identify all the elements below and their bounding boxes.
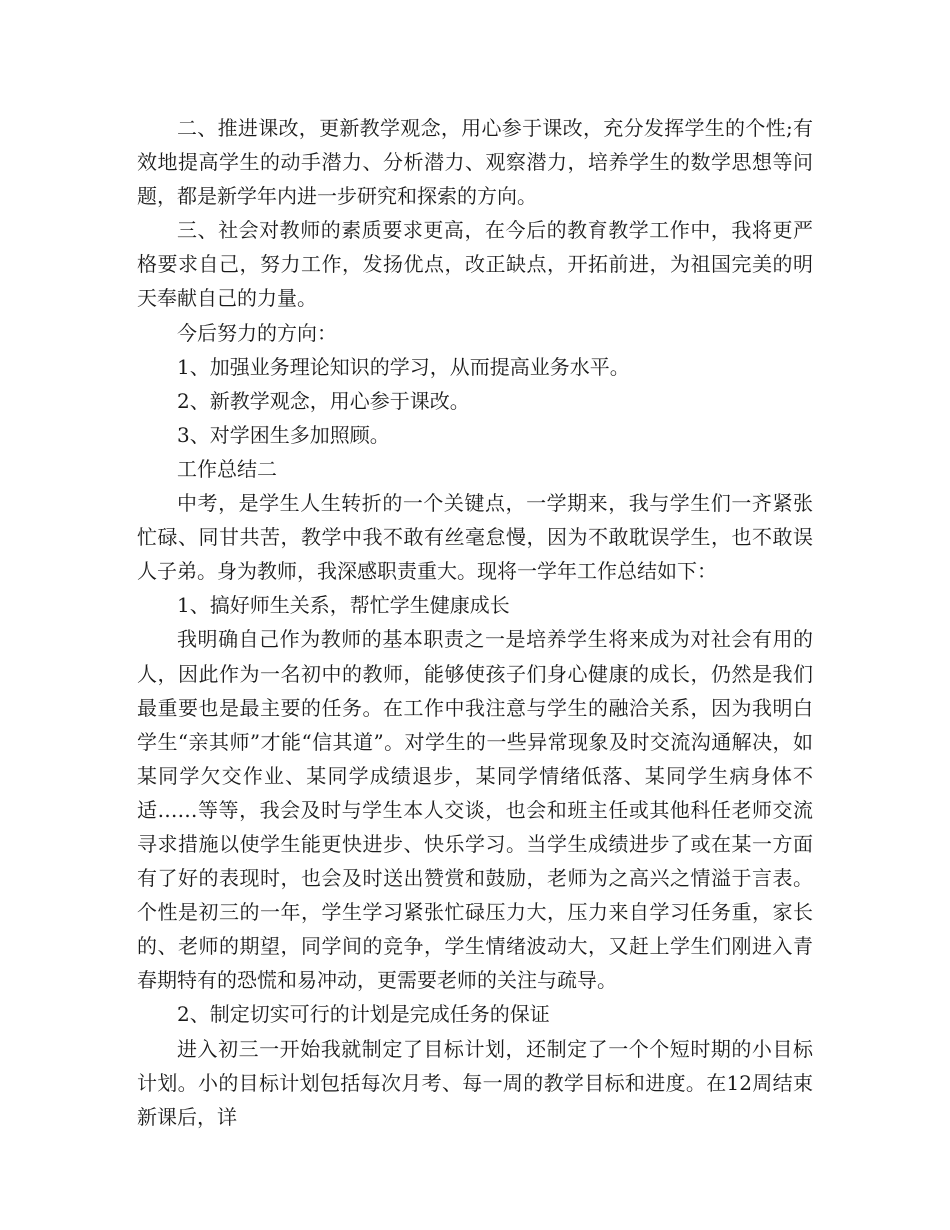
paragraph-direction-item-1: 1、加强业务理论知识的学习，从而提高业务水平。 bbox=[177, 354, 630, 379]
paragraph-goal-planning: 进入初三一开始我就制定了目标计划，还制定了一个个短时期的小目标计划。小的目标计划包括每次月考、每一周的教学目标和进度。在12周结束新课后，详 bbox=[137, 1036, 813, 1129]
section-heading-summary-two: 工作总结二 bbox=[177, 456, 277, 481]
paragraph-direction-item-2: 2、新教学观念，用心参于课改。 bbox=[177, 388, 470, 413]
paragraph-teacher-duties: 我明确自己作为教师的基本职责之一是培养学生将来成为对社会有用的人，因此作为一名初中的教师，能够使孩子们身心健康的成长，仍然是我们最重要也是最主要的任务。在工作中我注意与学生的融洽关系，因为我明白学生“亲其师”才能“信其道”。对学生的一些异常现象及时交流沟通解决，如某同学欠交作业、某同学成绩退步，某同学情绪低落、某同学生病身体不适……等等，我会及时与学生本人交谈，也会和班主任或其他科任老师交流寻求措施以使学生能更快进步、快乐学习。当学生成绩进步了或在某一方面有了好的表现时，也会及时送出赞赏和鼓励，老师为之高兴之情溢于言表。个性是初三的一年，学生学习紧张忙碌压力大，压力来自学习任务重，家长的、老师的期望，同学间的竞争，学生情绪波动大，又赶上学生们刚进入青春期特有的恐慌和易冲动，更需要老师的关注与疏导。 bbox=[137, 627, 813, 993]
paragraph-teacher-quality: 三、社会对教师的素质要求更高，在今后的教育教学工作中，我将更严格要求自己，努力工作，发扬优点，改正缺点，开拓前进，为祖国完美的明天奉献自己的力量。 bbox=[137, 218, 813, 311]
subheading-teacher-student-relations: 1、搞好师生关系，帮忙学生健康成长 bbox=[177, 593, 510, 618]
subheading-practical-plan: 2、制定切实可行的计划是完成任务的保证 bbox=[177, 1002, 550, 1027]
paragraph-future-direction-heading: 今后努力的方向： bbox=[177, 320, 337, 345]
paragraph-exam-intro: 中考，是学生人生转折的一个关键点，一学期来，我与学生们一齐紧张忙碌、同甘共苦，教学中我不敢有丝毫怠慢，因为不敢耽误学生，也不敢误人子弟。身为教师，我深感职责重大。现将一学年工作总结如下： bbox=[137, 491, 813, 584]
document-body bbox=[137, 111, 813, 1134]
paragraph-direction-item-3: 3、对学困生多加照顾。 bbox=[177, 422, 390, 447]
paragraph-curriculum-reform: 二、推进课改，更新教学观念，用心参于课改，充分发挥学生的个性;有效地提高学生的动手潜力、分析潜力、观察潜力，培养学生的数学思想等问题，都是新学年内进一步研究和探索的方向。 bbox=[137, 116, 813, 209]
